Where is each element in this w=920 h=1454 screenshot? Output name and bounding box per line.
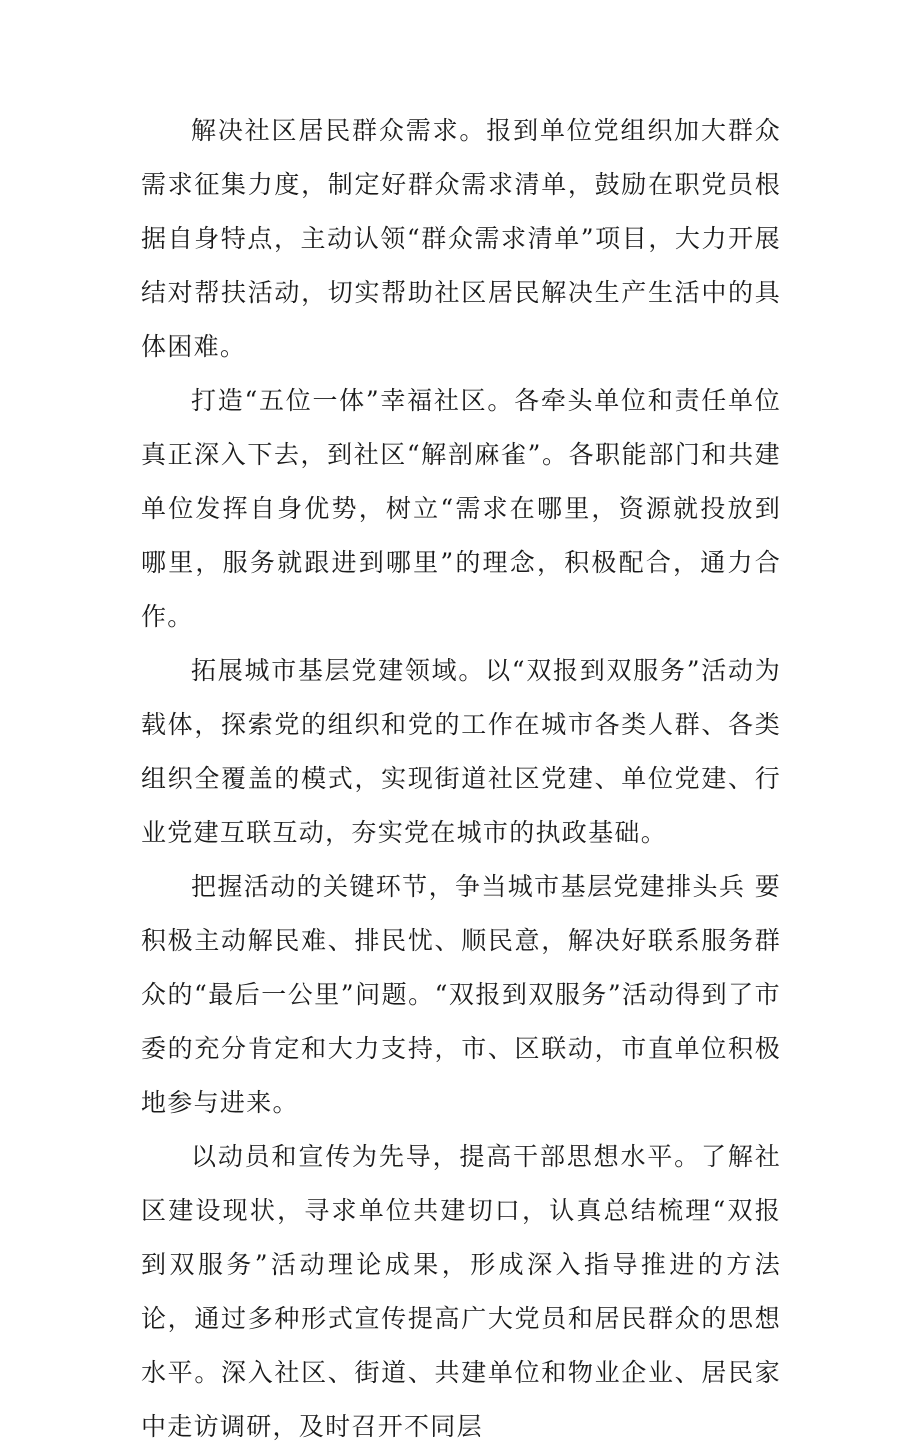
paragraph-4: 把握活动的关键环节，争当城市基层党建排头兵 要积极主动解民难、排民忧、顺民意，解决好联系服务群众的“最后一公里”问题。“双报到双服务”活动得到了市委的充分肯定和大力支持，市、区联动，市直单位积极地参与进来。	[141, 872, 781, 1117]
paragraph-3: 拓展城市基层党建领域。以“双报到双服务”活动为载体，探索党的组织和党的工作在城市各类人群、各类组织全覆盖的模式，实现街道社区党建、单位党建、行业党建互联互动，夯实党在城市的执政基础。	[141, 656, 781, 847]
paragraph-2: 打造“五位一体”幸福社区。各牵头单位和责任单位真正深入下去，到社区“解剖麻雀”。各职能部门和共建单位发挥自身优势，树立“需求在哪里，资源就投放到哪里，服务就跟进到哪里”的理念，积极配合，通力合作。	[141, 386, 781, 631]
document-body	[141, 104, 781, 1454]
paragraph-5: 以动员和宣传为先导，提高干部思想水平。了解社区建设现状，寻求单位共建切口，认真总结梳理“双报到双服务”活动理论成果，形成深入指导推进的方法论，通过多种形式宣传提高广大党员和居民群众的思想水平。深入社区、街道、共建单位和物业企业、居民家中走访调研，及时召开不同层	[141, 1142, 781, 1441]
paragraph-1: 解决社区居民群众需求。报到单位党组织加大群众需求征集力度，制定好群众需求清单，鼓励在职党员根据自身特点，主动认领“群众需求清单”项目，大力开展结对帮扶活动，切实帮助社区居民解决生产生活中的具体困难。	[141, 116, 781, 361]
